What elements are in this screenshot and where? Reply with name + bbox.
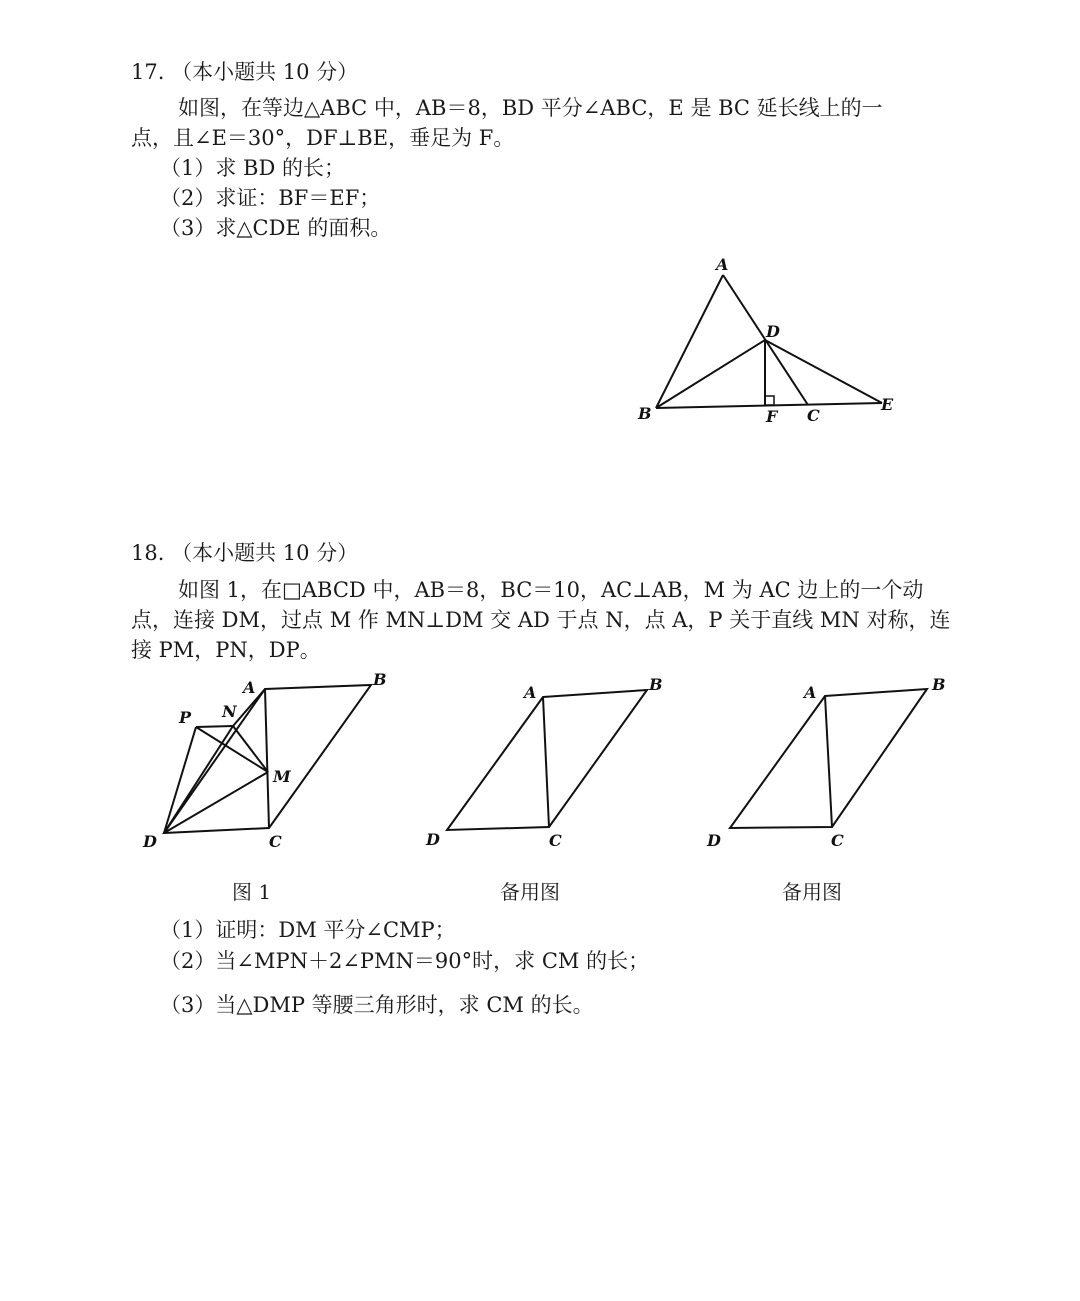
label-p: P xyxy=(179,708,192,727)
segment-ac xyxy=(543,697,549,827)
parallelogram-abcd xyxy=(447,690,647,830)
label-e: E xyxy=(881,395,894,414)
label-a: A xyxy=(716,255,729,274)
label-d: D xyxy=(707,831,721,850)
label-a: A xyxy=(804,683,817,702)
q18-stem-line3: 接 PM，PN，DP。 xyxy=(131,638,321,662)
label-c: C xyxy=(549,831,562,850)
q17-stem-line1: 如图，在等边△ABC 中，AB＝8，BD 平分∠ABC，E 是 BC 延长线上的一 xyxy=(178,96,883,120)
q17-part3: （3）求△CDE 的面积。 xyxy=(160,216,392,240)
label-a: A xyxy=(524,683,537,702)
figure-1-caption: 图 1 xyxy=(232,880,272,904)
label-c: C xyxy=(831,831,844,850)
right-angle-mark xyxy=(765,396,774,405)
q18-part3: （3）当△DMP 等腰三角形时，求 CM 的长。 xyxy=(160,993,594,1017)
q18-part2: （2）当∠MPN＋2∠PMN＝90°时，求 CM 的长； xyxy=(160,949,650,973)
q17-part2: （2）求证：BF＝EF； xyxy=(160,186,381,210)
label-n: N xyxy=(222,702,237,721)
spare-figure-caption-2: 备用图 xyxy=(782,880,842,904)
q18-stem-line1: 如图 1，在□ABCD 中，AB＝8，BC＝10，AC⊥AB，M 为 AC 边上的一个动 xyxy=(178,578,924,602)
label-a: A xyxy=(243,678,256,697)
q17-stem-line2: 点，且∠E＝30°，DF⊥BE，垂足为 F。 xyxy=(131,126,515,150)
label-c: C xyxy=(807,406,820,425)
segment-ac xyxy=(265,689,269,828)
q18-heading: 18. （本小题共 10 分） xyxy=(131,541,359,565)
q18-figure-1 xyxy=(135,665,400,865)
q17-heading: 17. （本小题共 10 分） xyxy=(131,60,359,84)
label-m: M xyxy=(273,767,291,786)
q18-spare-figure-2 xyxy=(700,670,955,860)
label-f: F xyxy=(766,407,778,426)
q18-spare-figure-1 xyxy=(420,670,675,860)
label-b: B xyxy=(932,675,946,694)
spare-figure-caption-1: 备用图 xyxy=(500,880,560,904)
label-d: D xyxy=(766,322,780,341)
segment-de xyxy=(765,340,882,403)
label-b: B xyxy=(373,670,387,689)
segment-mn xyxy=(233,726,268,772)
q18-stem-line2: 点，连接 DM，过点 M 作 MN⊥DM 交 AD 于点 N，点 A，P 关于直线 MN 对称，连 xyxy=(131,608,951,632)
q18-part1: （1）证明：DM 平分∠CMP； xyxy=(160,918,456,942)
q17-part1: （1）求 BD 的长； xyxy=(160,156,345,180)
segment-ac xyxy=(825,696,832,827)
segment-dn xyxy=(164,726,233,833)
label-b: B xyxy=(638,404,652,423)
label-d: D xyxy=(143,832,157,851)
label-c: C xyxy=(269,832,282,851)
label-b: B xyxy=(649,675,663,694)
segment-pn xyxy=(196,726,233,727)
q17-figure xyxy=(620,245,910,475)
label-d: D xyxy=(426,830,440,849)
